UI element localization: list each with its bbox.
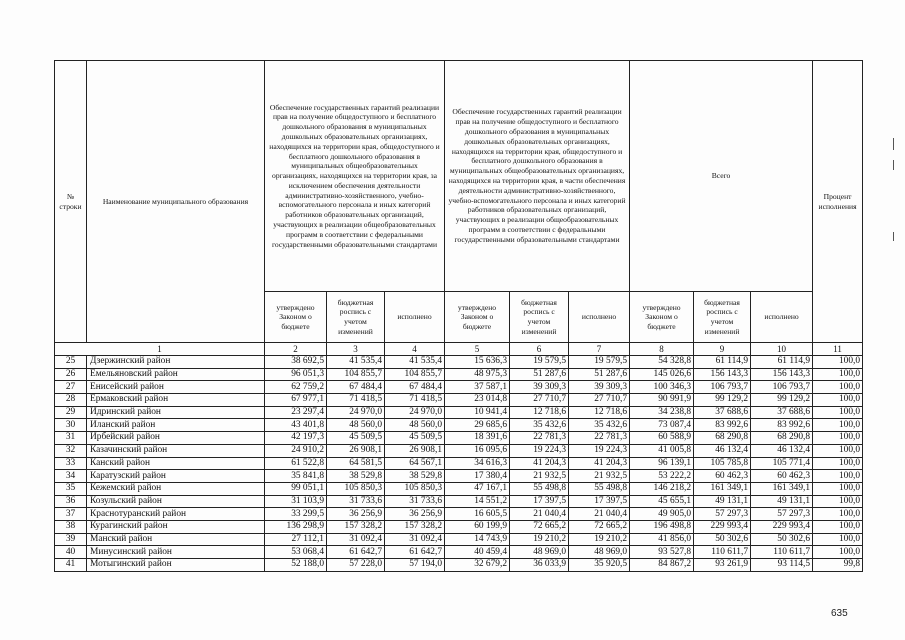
row-number: 37 xyxy=(55,508,87,521)
value-cell: 21 932,5 xyxy=(569,470,630,483)
value-cell: 57 194,0 xyxy=(385,559,445,572)
value-cell: 41 535,4 xyxy=(327,356,385,369)
column-index: 5 xyxy=(445,343,510,356)
value-cell: 23 297,4 xyxy=(265,406,327,419)
value-cell: 60 462,3 xyxy=(694,470,751,483)
value-cell: 100,0 xyxy=(813,356,863,369)
table-row xyxy=(55,457,863,470)
value-cell: 41 204,3 xyxy=(510,457,569,470)
value-cell: 21 040,4 xyxy=(510,508,569,521)
value-cell: 64 567,1 xyxy=(385,457,445,470)
value-cell: 27 112,1 xyxy=(265,533,327,546)
value-cell: 57 228,0 xyxy=(327,559,385,572)
value-cell: 100,0 xyxy=(813,368,863,381)
value-cell: 41 856,0 xyxy=(630,533,694,546)
value-cell: 156 143,3 xyxy=(694,368,751,381)
value-cell: 60 199,9 xyxy=(445,520,510,533)
row-number: 38 xyxy=(55,520,87,533)
margin-mark xyxy=(893,160,894,170)
value-cell: 19 210,2 xyxy=(510,533,569,546)
value-cell: 67 484,4 xyxy=(327,381,385,394)
value-cell: 21 040,4 xyxy=(569,508,630,521)
row-number: 27 xyxy=(55,381,87,394)
report-sheet xyxy=(54,60,862,572)
value-cell: 19 224,3 xyxy=(569,444,630,457)
value-cell: 157 328,2 xyxy=(327,520,385,533)
value-cell: 50 302,6 xyxy=(694,533,751,546)
table-row xyxy=(55,559,863,572)
municipality-name: Козульский район xyxy=(87,495,265,508)
value-cell: 41 535,4 xyxy=(385,356,445,369)
budget-table xyxy=(54,60,863,572)
value-cell: 31 733,6 xyxy=(327,495,385,508)
table-row xyxy=(55,419,863,432)
value-cell: 99 129,2 xyxy=(751,394,813,407)
value-cell: 72 665,2 xyxy=(510,520,569,533)
municipality-name: Мотыгинский район xyxy=(87,559,265,572)
value-cell: 72 665,2 xyxy=(569,520,630,533)
value-cell: 100,0 xyxy=(813,394,863,407)
group-header-total: Всего xyxy=(630,61,813,292)
value-cell: 161 349,1 xyxy=(751,482,813,495)
col-header-num: № строки xyxy=(55,61,87,343)
row-number: 26 xyxy=(55,368,87,381)
value-cell: 15 636,3 xyxy=(445,356,510,369)
value-cell: 64 581,5 xyxy=(327,457,385,470)
value-cell: 48 969,0 xyxy=(569,546,630,559)
value-cell: 83 992,6 xyxy=(694,419,751,432)
value-cell: 14 551,2 xyxy=(445,495,510,508)
value-cell: 43 401,8 xyxy=(265,419,327,432)
value-cell: 100,0 xyxy=(813,533,863,546)
row-number: 30 xyxy=(55,419,87,432)
column-index: 10 xyxy=(751,343,813,356)
value-cell: 12 718,6 xyxy=(569,406,630,419)
value-cell: 71 418,5 xyxy=(327,394,385,407)
value-cell: 99,8 xyxy=(813,559,863,572)
value-cell: 16 605,5 xyxy=(445,508,510,521)
municipality-name: Каратузский район xyxy=(87,470,265,483)
value-cell: 100,0 xyxy=(813,508,863,521)
value-cell: 68 290,8 xyxy=(751,432,813,445)
value-cell: 42 197,3 xyxy=(265,432,327,445)
sub-header-done: исполнено xyxy=(569,292,630,343)
municipality-name: Казачинский район xyxy=(87,444,265,457)
value-cell: 24 970,0 xyxy=(385,406,445,419)
value-cell: 96 051,3 xyxy=(265,368,327,381)
value-cell: 105 785,8 xyxy=(694,457,751,470)
value-cell: 196 498,8 xyxy=(630,520,694,533)
col-header-percent: Процент исполнения xyxy=(813,61,863,343)
table-row xyxy=(55,533,863,546)
row-number: 40 xyxy=(55,546,87,559)
col-header-name: Наименование муниципального образования xyxy=(87,61,265,343)
value-cell: 67 977,1 xyxy=(265,394,327,407)
value-cell: 62 759,2 xyxy=(265,381,327,394)
value-cell: 105 850,3 xyxy=(385,482,445,495)
value-cell: 48 975,3 xyxy=(445,368,510,381)
value-cell: 106 793,7 xyxy=(751,381,813,394)
value-cell: 61 114,9 xyxy=(694,356,751,369)
value-cell: 229 993,4 xyxy=(751,520,813,533)
row-number: 36 xyxy=(55,495,87,508)
value-cell: 19 224,3 xyxy=(510,444,569,457)
value-cell: 99 129,2 xyxy=(694,394,751,407)
value-cell: 45 509,5 xyxy=(385,432,445,445)
value-cell: 36 256,9 xyxy=(327,508,385,521)
value-cell: 48 560,0 xyxy=(385,419,445,432)
value-cell: 38 529,8 xyxy=(385,470,445,483)
value-cell: 31 092,4 xyxy=(327,533,385,546)
value-cell: 24 910,2 xyxy=(265,444,327,457)
municipality-name: Манский район xyxy=(87,533,265,546)
value-cell: 17 397,5 xyxy=(510,495,569,508)
value-cell: 61 522,8 xyxy=(265,457,327,470)
value-cell: 49 131,1 xyxy=(751,495,813,508)
municipality-name: Емельяновский район xyxy=(87,368,265,381)
column-index-row xyxy=(55,343,863,356)
municipality-name: Енисейский район xyxy=(87,381,265,394)
value-cell: 46 132,4 xyxy=(751,444,813,457)
column-index: 3 xyxy=(327,343,385,356)
municipality-name: Минусинский район xyxy=(87,546,265,559)
municipality-name: Ирбейский район xyxy=(87,432,265,445)
row-number: 41 xyxy=(55,559,87,572)
column-index: 11 xyxy=(813,343,863,356)
value-cell: 19 579,5 xyxy=(569,356,630,369)
sub-header-approved: утверждено Законом о бюджете xyxy=(265,292,327,343)
value-cell: 106 793,7 xyxy=(694,381,751,394)
column-index: 1 xyxy=(55,343,265,356)
column-index: 2 xyxy=(265,343,327,356)
row-number: 32 xyxy=(55,444,87,457)
value-cell: 100,0 xyxy=(813,470,863,483)
value-cell: 53 068,4 xyxy=(265,546,327,559)
value-cell: 47 167,1 xyxy=(445,482,510,495)
value-cell: 50 302,6 xyxy=(751,533,813,546)
value-cell: 46 132,4 xyxy=(694,444,751,457)
row-number: 34 xyxy=(55,470,87,483)
column-index: 6 xyxy=(510,343,569,356)
value-cell: 100,0 xyxy=(813,381,863,394)
value-cell: 23 014,8 xyxy=(445,394,510,407)
table-row xyxy=(55,508,863,521)
value-cell: 156 143,3 xyxy=(751,368,813,381)
value-cell: 100,0 xyxy=(813,444,863,457)
value-cell: 93 527,8 xyxy=(630,546,694,559)
table-body xyxy=(55,343,863,572)
value-cell: 54 328,8 xyxy=(630,356,694,369)
value-cell: 157 328,2 xyxy=(385,520,445,533)
value-cell: 32 679,2 xyxy=(445,559,510,572)
value-cell: 83 992,6 xyxy=(751,419,813,432)
value-cell: 38 692,5 xyxy=(265,356,327,369)
value-cell: 100,0 xyxy=(813,457,863,470)
value-cell: 100,0 xyxy=(813,432,863,445)
value-cell: 35 920,5 xyxy=(569,559,630,572)
value-cell: 161 349,1 xyxy=(694,482,751,495)
value-cell: 100 346,3 xyxy=(630,381,694,394)
value-cell: 73 087,4 xyxy=(630,419,694,432)
row-number: 31 xyxy=(55,432,87,445)
value-cell: 41 204,3 xyxy=(569,457,630,470)
column-index: 4 xyxy=(385,343,445,356)
sub-header-budget: бюджетная роспись с учетом изменений xyxy=(327,292,385,343)
value-cell: 57 297,3 xyxy=(694,508,751,521)
value-cell: 14 743,9 xyxy=(445,533,510,546)
value-cell: 96 139,1 xyxy=(630,457,694,470)
table-row xyxy=(55,356,863,369)
municipality-name: Курагинский район xyxy=(87,520,265,533)
sub-header-budget: бюджетная роспись с учетом изменений xyxy=(510,292,569,343)
value-cell: 22 781,3 xyxy=(510,432,569,445)
value-cell: 48 560,0 xyxy=(327,419,385,432)
table-row xyxy=(55,482,863,495)
value-cell: 110 611,7 xyxy=(694,546,751,559)
value-cell: 93 114,5 xyxy=(751,559,813,572)
value-cell: 27 710,7 xyxy=(569,394,630,407)
municipality-name: Ермаковский район xyxy=(87,394,265,407)
value-cell: 36 033,9 xyxy=(510,559,569,572)
municipality-name: Кежемский район xyxy=(87,482,265,495)
value-cell: 19 210,2 xyxy=(569,533,630,546)
sub-header-approved: утверждено Законом о бюджете xyxy=(445,292,510,343)
value-cell: 22 781,3 xyxy=(569,432,630,445)
value-cell: 61 642,7 xyxy=(327,546,385,559)
value-cell: 100,0 xyxy=(813,482,863,495)
value-cell: 40 459,4 xyxy=(445,546,510,559)
table-row xyxy=(55,546,863,559)
row-number: 25 xyxy=(55,356,87,369)
value-cell: 36 256,9 xyxy=(385,508,445,521)
value-cell: 104 855,7 xyxy=(327,368,385,381)
value-cell: 24 970,0 xyxy=(327,406,385,419)
value-cell: 71 418,5 xyxy=(385,394,445,407)
value-cell: 37 688,6 xyxy=(751,406,813,419)
group-header-1: Обеспечение государственных гарантий реализации прав на получение общедоступного и бесплатного дошкольного образования в муниципальных дошкольных образовательных организациях, находящихся на территории края, общедоступного и бесплатного дошкольного образования в муниципальных общеобразовательных организациях, находящихся на территории края, за исключением обеспечения деятельности административно-хозяйственного, учебно-вспомогательного персонала и иных категорий работников образовательных организаций, участвующих в реализации общеобразовательных программ в соответствии с федеральными государственными образовательными стандартами xyxy=(265,61,445,292)
value-cell: 104 855,7 xyxy=(385,368,445,381)
table-row xyxy=(55,520,863,533)
value-cell: 90 991,9 xyxy=(630,394,694,407)
table-row xyxy=(55,444,863,457)
value-cell: 31 733,6 xyxy=(385,495,445,508)
table-row xyxy=(55,368,863,381)
value-cell: 45 655,1 xyxy=(630,495,694,508)
value-cell: 17 380,4 xyxy=(445,470,510,483)
column-index: 8 xyxy=(630,343,694,356)
value-cell: 51 287,6 xyxy=(569,368,630,381)
municipality-name: Канский район xyxy=(87,457,265,470)
table-row xyxy=(55,495,863,508)
value-cell: 53 222,2 xyxy=(630,470,694,483)
sub-header-budget: бюджетная роспись с учетом изменений xyxy=(694,292,751,343)
value-cell: 39 309,3 xyxy=(510,381,569,394)
value-cell: 57 297,3 xyxy=(751,508,813,521)
value-cell: 27 710,7 xyxy=(510,394,569,407)
value-cell: 105 771,4 xyxy=(751,457,813,470)
table-row xyxy=(55,406,863,419)
value-cell: 31 103,9 xyxy=(265,495,327,508)
value-cell: 33 299,5 xyxy=(265,508,327,521)
value-cell: 16 095,6 xyxy=(445,444,510,457)
value-cell: 41 005,8 xyxy=(630,444,694,457)
value-cell: 55 498,8 xyxy=(569,482,630,495)
page-number: 635 xyxy=(831,608,848,619)
value-cell: 145 026,6 xyxy=(630,368,694,381)
value-cell: 26 908,1 xyxy=(327,444,385,457)
value-cell: 10 941,4 xyxy=(445,406,510,419)
group-header-2: Обеспечение государственных гарантий реализации прав на получение общедоступного и бесплатного дошкольного образования в муниципальных дошкольных образовательных организациях, находящихся на территории края, общедоступного и бесплатного дошкольного образования в муниципальных общеобразовательных организациях, находящихся на территории края, в части обеспечения деятельности административно-хозяйственного, учебно-вспомогательного персонала и иных категорий работников образовательных организаций, участвующих в реализации общеобразовательных программ в соответствии с федеральными государственными образовательными стандартами xyxy=(445,61,630,292)
value-cell: 21 932,5 xyxy=(510,470,569,483)
value-cell: 49 131,1 xyxy=(694,495,751,508)
value-cell: 61 642,7 xyxy=(385,546,445,559)
value-cell: 35 432,6 xyxy=(569,419,630,432)
value-cell: 17 397,5 xyxy=(569,495,630,508)
value-cell: 55 498,8 xyxy=(510,482,569,495)
value-cell: 68 290,8 xyxy=(694,432,751,445)
row-number: 39 xyxy=(55,533,87,546)
column-index: 7 xyxy=(569,343,630,356)
value-cell: 136 298,9 xyxy=(265,520,327,533)
value-cell: 229 993,4 xyxy=(694,520,751,533)
value-cell: 34 238,8 xyxy=(630,406,694,419)
margin-mark xyxy=(893,232,894,241)
table-row xyxy=(55,470,863,483)
value-cell: 35 432,6 xyxy=(510,419,569,432)
column-index: 9 xyxy=(694,343,751,356)
value-cell: 60 462,3 xyxy=(751,470,813,483)
sub-header-done: исполнено xyxy=(751,292,813,343)
value-cell: 29 685,6 xyxy=(445,419,510,432)
value-cell: 93 261,9 xyxy=(694,559,751,572)
municipality-name: Дзержинский район xyxy=(87,356,265,369)
table-row xyxy=(55,381,863,394)
value-cell: 61 114,9 xyxy=(751,356,813,369)
value-cell: 105 850,3 xyxy=(327,482,385,495)
row-number: 28 xyxy=(55,394,87,407)
value-cell: 34 616,3 xyxy=(445,457,510,470)
value-cell: 84 867,2 xyxy=(630,559,694,572)
value-cell: 100,0 xyxy=(813,520,863,533)
municipality-name: Иланский район xyxy=(87,419,265,432)
row-number: 35 xyxy=(55,482,87,495)
value-cell: 49 905,0 xyxy=(630,508,694,521)
table-row xyxy=(55,432,863,445)
value-cell: 100,0 xyxy=(813,406,863,419)
value-cell: 37 587,1 xyxy=(445,381,510,394)
value-cell: 37 688,6 xyxy=(694,406,751,419)
value-cell: 100,0 xyxy=(813,546,863,559)
value-cell: 110 611,7 xyxy=(751,546,813,559)
sub-header-approved: утверждено Законом о бюджете xyxy=(630,292,694,343)
value-cell: 45 509,5 xyxy=(327,432,385,445)
sub-header-done: исполнено xyxy=(385,292,445,343)
value-cell: 26 908,1 xyxy=(385,444,445,457)
value-cell: 100,0 xyxy=(813,495,863,508)
value-cell: 12 718,6 xyxy=(510,406,569,419)
value-cell: 100,0 xyxy=(813,419,863,432)
value-cell: 48 969,0 xyxy=(510,546,569,559)
value-cell: 39 309,3 xyxy=(569,381,630,394)
value-cell: 31 092,4 xyxy=(385,533,445,546)
value-cell: 51 287,6 xyxy=(510,368,569,381)
value-cell: 146 218,2 xyxy=(630,482,694,495)
value-cell: 67 484,4 xyxy=(385,381,445,394)
value-cell: 19 579,5 xyxy=(510,356,569,369)
row-number: 29 xyxy=(55,406,87,419)
row-number: 33 xyxy=(55,457,87,470)
table-row xyxy=(55,394,863,407)
value-cell: 99 051,1 xyxy=(265,482,327,495)
municipality-name: Краснотуранский район xyxy=(87,508,265,521)
value-cell: 35 841,8 xyxy=(265,470,327,483)
value-cell: 38 529,8 xyxy=(327,470,385,483)
municipality-name: Идринский район xyxy=(87,406,265,419)
value-cell: 18 391,6 xyxy=(445,432,510,445)
margin-mark xyxy=(893,138,894,150)
value-cell: 60 588,9 xyxy=(630,432,694,445)
value-cell: 52 188,0 xyxy=(265,559,327,572)
